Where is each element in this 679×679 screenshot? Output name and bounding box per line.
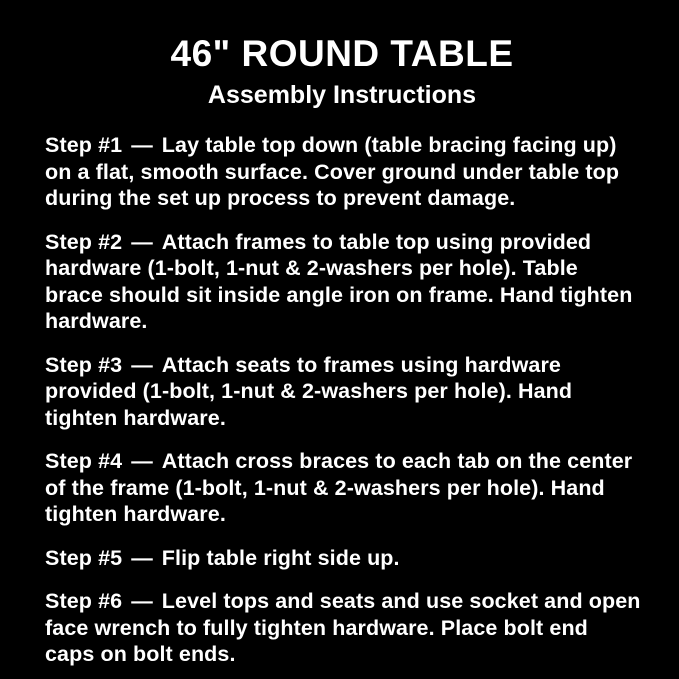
step-label: Step #3 [45,352,123,377]
step-text: Flip table right side up. [161,545,400,570]
step-label: Step #6 [45,589,123,613]
step-text: Lay table top down (table bracing facing up) on a flat, smooth surface. Cover ground under table top during the set up process to prevent damage. [45,133,620,210]
page-title: 46" ROUND TABLE [170,33,514,74]
step-item-3 [45,352,641,432]
step-item-4 [45,448,641,528]
step-text: Attach frames to table top using provided hardware (1-bolt, 1-nut & 2-washers per hole). Table brace should sit inside angle iron on frame. Hand tighten hardware. [45,229,633,333]
step-label: Step #1 [45,133,123,157]
step-label: Step #4 [45,449,123,473]
steps-list [45,132,641,668]
em-dash: — [131,352,153,377]
em-dash: — [131,545,153,570]
em-dash: — [131,589,153,613]
step-text: Attach cross braces to each tab on the center of the frame (1-bolt, 1-nut & 2-washers per hole). Hand tighten hardware. [45,449,633,526]
step-text: Attach seats to frames using hardware provided (1-bolt, 1-nut & 2-washers per hole). Hand tighten hardware. [45,352,573,430]
em-dash: — [131,449,153,473]
em-dash: — [131,133,153,157]
step-item-5 [45,545,641,572]
step-text: Level tops and seats and use socket and open face wrench to fully tighten hardware. Place bolt end caps on bolt ends. [45,589,641,666]
step-item-6 [45,588,641,668]
page-subtitle: Assembly Instructions [207,81,477,109]
step-label: Step #2 [45,229,123,254]
step-label: Step #5 [45,545,123,570]
step-item-2 [45,229,641,335]
em-dash: — [131,229,153,254]
step-item-1 [45,132,641,212]
